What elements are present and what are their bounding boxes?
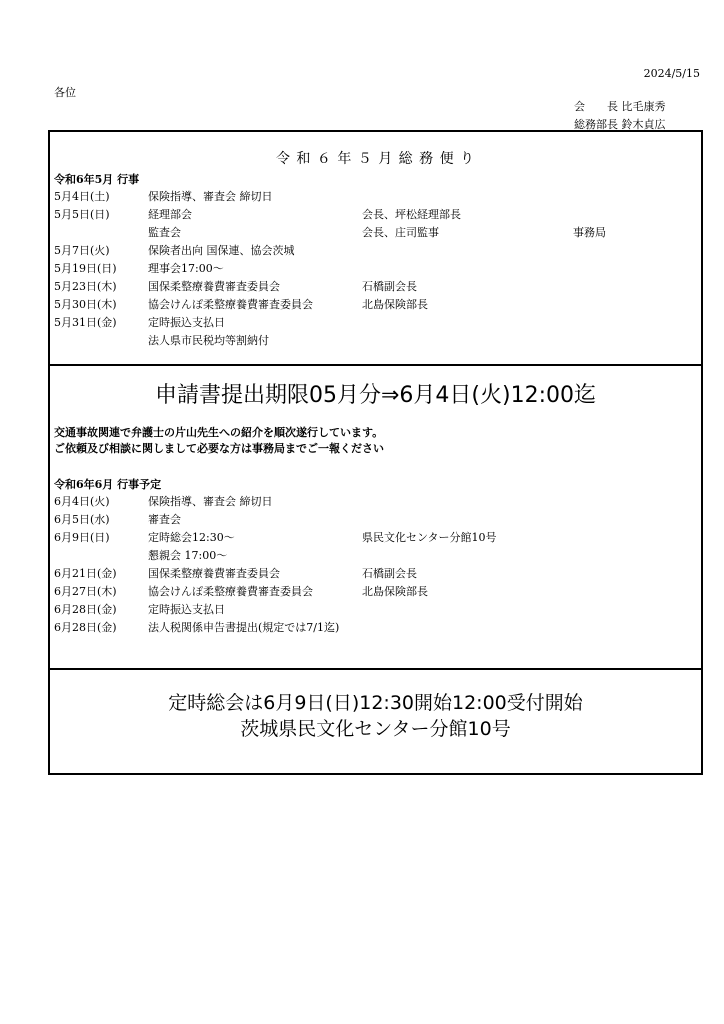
meeting-time: 定時総会は6月9日(日)12:30開始12:00受付開始 [168,692,583,714]
event-name: 国保柔整療養費審査委員会 [148,280,280,293]
event-date: 6月9日(日) [54,531,110,544]
event-row [54,563,697,581]
event-name: 法人県市民税均等割納付 [148,334,269,347]
event-date: 6月4日(火) [54,495,110,508]
event-row [54,617,697,635]
event-name: 定時振込支払日 [148,316,225,329]
signature-president: 会 長 比毛康秀 [574,100,666,113]
event-attendee: 石橋副会長 [362,567,417,580]
june-event-list [54,491,697,635]
event-row [54,276,697,294]
event-row [54,581,697,599]
june-heading: 令和6年6月 行事予定 [54,478,162,491]
event-date: 6月21日(金) [54,567,117,580]
notice-line-2: ご依頼及び相談に関しまして必要な方は事務局までご一報ください [54,442,384,455]
event-attendee: 会長、坪松経理部長 [362,208,461,221]
event-date: 5月7日(火) [54,244,110,257]
event-date: 5月31日(金) [54,316,117,329]
event-name: 懇親会 17:00〜 [148,549,228,562]
event-date: 6月5日(水) [54,513,110,526]
event-row [54,204,697,222]
event-name: 定時振込支払日 [148,603,225,616]
event-name: 経理部会 [148,208,192,221]
document-date: 2024/5/15 [643,67,700,80]
event-date: 5月5日(日) [54,208,110,221]
event-name: 保険指導、審査会 締切日 [148,495,273,508]
event-date: 6月27日(木) [54,585,117,598]
deadline-and-june-box [48,364,703,670]
event-date: 6月28日(金) [54,603,117,616]
event-row [54,509,697,527]
event-attendee: 北島保険部長 [362,298,428,311]
addressee: 各位 [54,86,76,99]
event-row [54,545,697,563]
general-meeting-box [48,668,703,775]
event-note: 事務局 [573,226,606,239]
event-row [54,491,697,509]
event-name: 協会けんぽ柔整療養費審査委員会 [148,585,313,598]
signature-general-affairs: 総務部長 鈴木貞広 [574,118,666,131]
event-name: 保険指導、審査会 締切日 [148,190,273,203]
event-row [54,186,697,204]
may-event-list [54,186,697,348]
event-name: 保険者出向 国保連、協会茨城 [148,244,295,257]
event-date: 5月4日(土) [54,190,110,203]
may-heading: 令和6年5月 行事 [54,173,140,186]
event-row [54,222,697,240]
event-row [54,330,697,348]
notice-line-1: 交通事故関連で弁護士の片山先生への紹介を順次遂行しています。 [54,426,384,439]
event-attendee: 県民文化センター分館10号 [362,531,497,544]
event-date: 6月28日(金) [54,621,117,634]
event-row [54,294,697,312]
event-name: 理事会17:00〜 [148,262,224,275]
event-name: 定時総会12:30〜 [148,531,235,544]
submission-deadline: 申請書提出期限05月分⇒6月4日(火)12:00迄 [155,383,596,408]
event-row [54,258,697,276]
meeting-venue: 茨城県民文化センター分館10号 [240,718,511,740]
event-attendee: 石橋副会長 [362,280,417,293]
event-date: 5月19日(日) [54,262,117,275]
event-row [54,599,697,617]
event-row [54,240,697,258]
event-name: 法人税関係申告書提出(規定では7/1迄) [148,621,340,634]
event-row [54,527,697,545]
event-row [54,312,697,330]
event-name: 協会けんぽ柔整療養費審査委員会 [148,298,313,311]
event-date: 5月23日(木) [54,280,117,293]
event-name: 国保柔整療養費審査委員会 [148,567,280,580]
event-date: 5月30日(木) [54,298,117,311]
event-name: 審査会 [148,513,181,526]
event-name: 監査会 [148,226,181,239]
event-attendee: 会長、庄司監事 [362,226,439,239]
event-attendee: 北島保険部長 [362,585,428,598]
may-events-box [48,130,703,366]
newsletter-title: 令 和 ６ 年 ５ 月 総 務 便 り [275,151,476,167]
